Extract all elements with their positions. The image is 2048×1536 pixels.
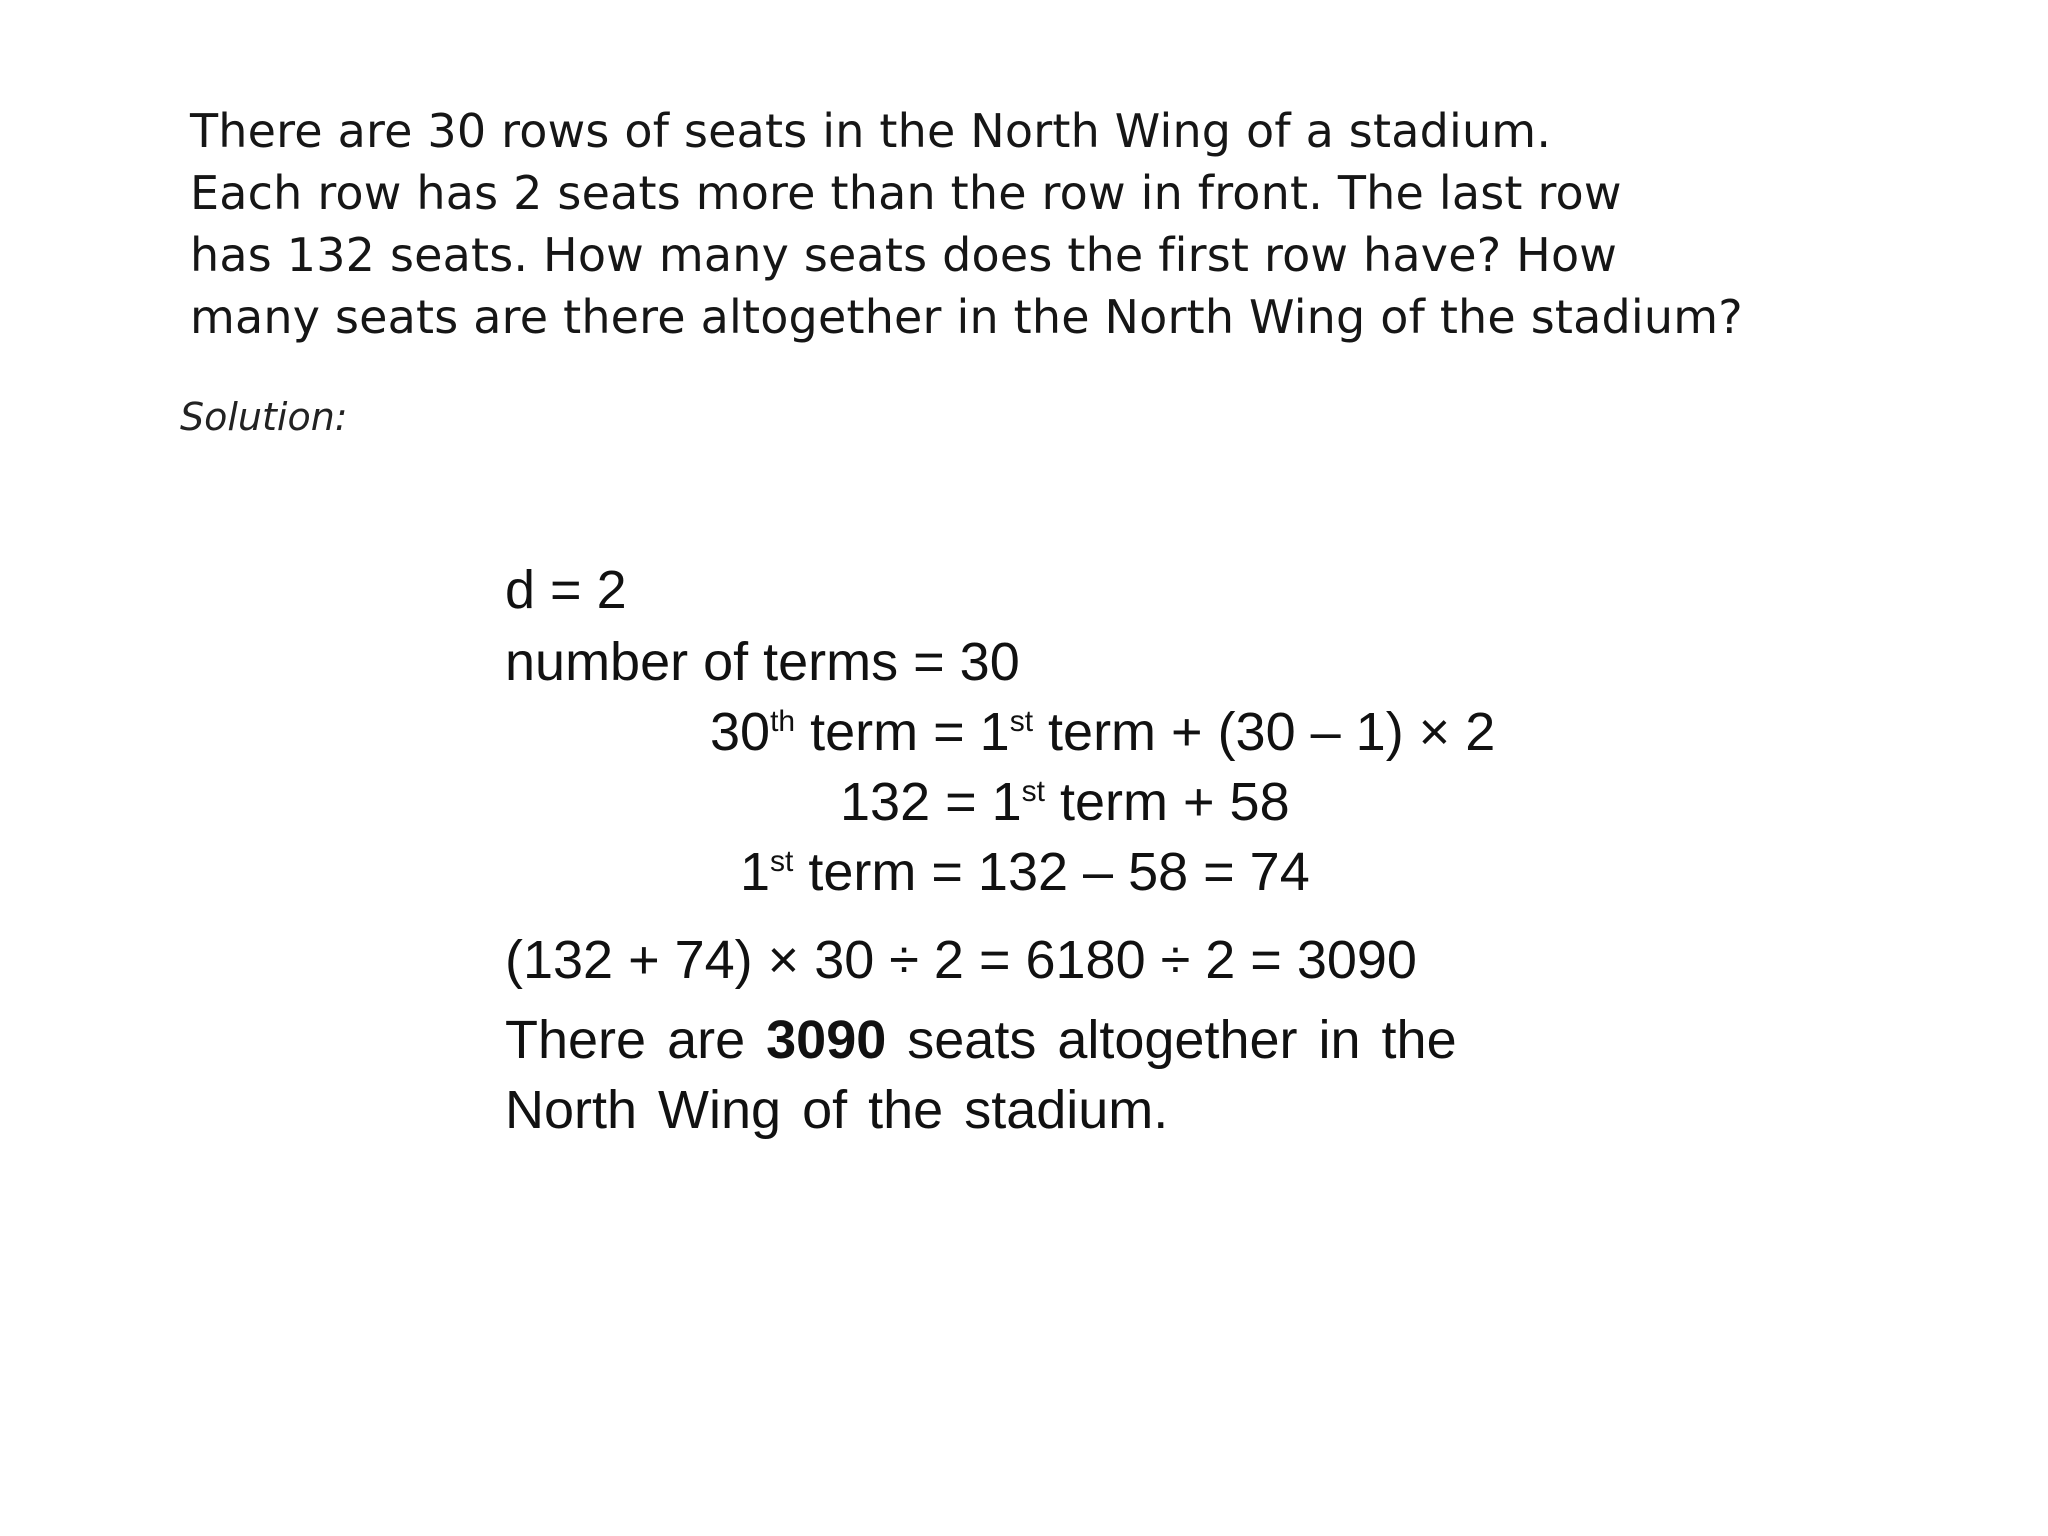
answer-text: seats altogether in the xyxy=(886,1010,1457,1070)
answer-line: North Wing of the stadium. xyxy=(505,1080,1169,1140)
substitution-line xyxy=(840,772,1290,832)
formula-part: 30 xyxy=(710,702,771,762)
problem-line: There are 30 rows of seats in the North Wing of a stadium. xyxy=(190,104,1552,158)
answer-total: 3090 xyxy=(766,1010,887,1070)
common-difference-line: d = 2 xyxy=(505,560,627,620)
ordinal-suffix: st xyxy=(1021,775,1046,808)
ordinal-suffix: st xyxy=(770,845,794,878)
ordinal-suffix: st xyxy=(1009,705,1034,738)
formula-part: 132 = 1 xyxy=(840,772,1022,832)
formula-part: term + 58 xyxy=(1045,772,1290,832)
solution-label: Solution: xyxy=(180,395,348,439)
formula-part: term + (30 – 1) × 2 xyxy=(1033,702,1496,762)
number-of-terms-line: number of terms = 30 xyxy=(505,632,1020,692)
formula-part: 1 xyxy=(740,842,771,902)
nth-term-formula-line xyxy=(710,702,1495,762)
formula-part: term = 1 xyxy=(795,702,1010,762)
answer-text: There are xyxy=(505,1010,767,1070)
problem-line: many seats are there altogether in the North Wing of the stadium? xyxy=(190,290,1743,344)
problem-statement xyxy=(190,100,1743,348)
formula-part: term = 132 – 58 = 74 xyxy=(793,842,1310,902)
sum-calculation-line: (132 + 74) × 30 ÷ 2 = 6180 ÷ 2 = 3090 xyxy=(505,930,1417,990)
first-term-line xyxy=(740,842,1310,902)
ordinal-suffix: th xyxy=(770,705,796,738)
problem-line: Each row has 2 seats more than the row in front. The last row xyxy=(190,166,1622,220)
answer-line xyxy=(505,1010,1457,1070)
problem-line: has 132 seats. How many seats does the first row have? How xyxy=(190,228,1618,282)
